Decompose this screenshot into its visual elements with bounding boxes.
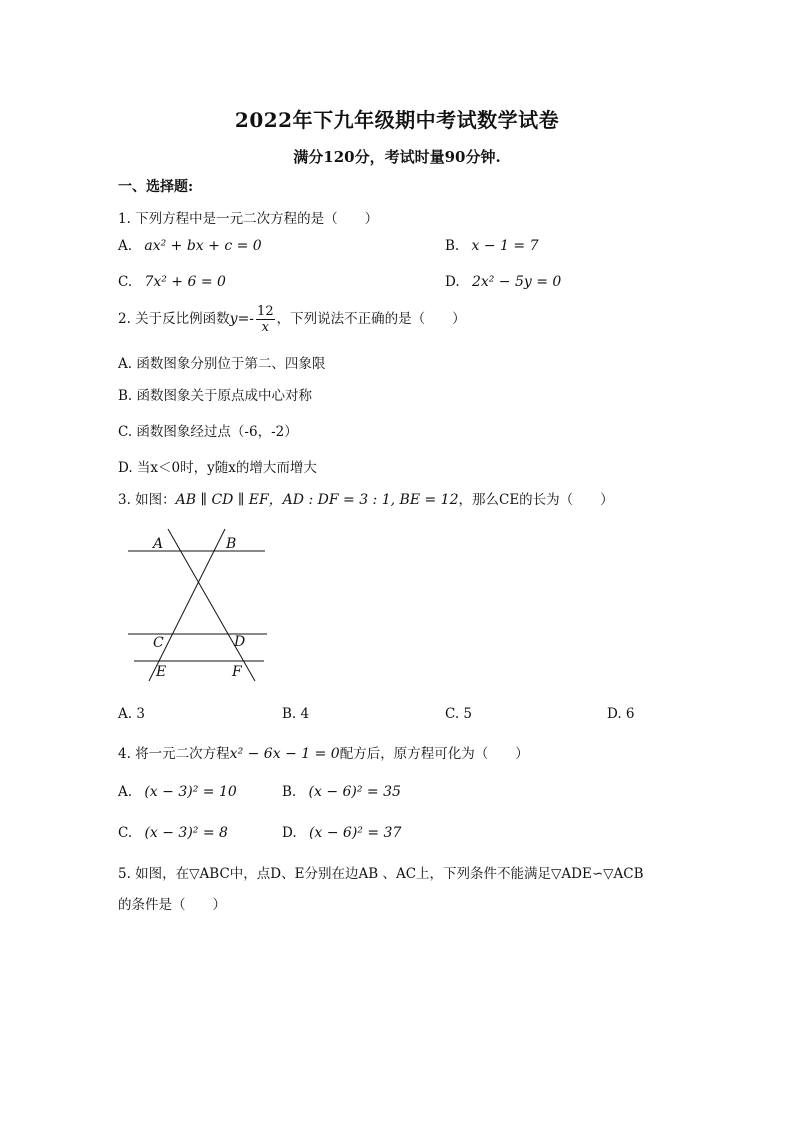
page-title: 2022年下九年级期中考试数学试卷	[234, 108, 560, 132]
label-c: C	[153, 635, 164, 651]
question-5-stem-line1: 5. 如图，在▽ABC中，点D、E分别在边AB 、AC上，下列条件不能满足▽ADE∽▽ACB	[118, 866, 644, 882]
question-1-option-b: B. x − 1 = 7	[445, 238, 539, 254]
question-4-option-a: A. (x − 3)² = 10	[118, 784, 237, 800]
question-3-option-b: B. 4	[282, 706, 310, 722]
question-2-option-a: A. 函数图象分别位于第二、四象限	[118, 356, 326, 372]
question-3-stem: 3. 如图：AB ∥ CD ∥ EF，AD : DF = 3 : 1, BE = 12，那么CE的长为（ ）	[118, 492, 614, 508]
question-4-option-b: B. (x − 6)² = 35	[282, 784, 401, 800]
question-4-option-d: D. (x − 6)² = 37	[282, 825, 402, 841]
label-b: B	[226, 536, 237, 552]
question-3-option-c: C. 5	[445, 706, 473, 722]
question-2-option-d: D. 当x＜0时，y随x的增大而增大	[118, 460, 317, 476]
question-3-option-d: D. 6	[607, 706, 635, 722]
question-3-option-a: A. 3	[118, 706, 145, 722]
question-1-stem: 1. 下列方程中是一元二次方程的是（ ）	[118, 211, 379, 227]
label-d: D	[234, 634, 246, 650]
fraction: $\frac{12}{x}$	[257, 304, 274, 335]
question-5-stem-line2: 的条件是（ ）	[118, 897, 226, 913]
question-2-option-b: B. 函数图象关于原点成中心对称	[118, 388, 313, 404]
question-2-option-c: C. 函数图象经过点（-6，-2）	[118, 424, 298, 440]
question-1-option-c: C. 7x² + 6 = 0	[118, 274, 226, 290]
transversal-ad	[168, 529, 255, 681]
label-a: A	[153, 536, 164, 552]
question-4-option-c: C. (x − 3)² = 8	[118, 825, 228, 841]
question-2-stem: 2. 关于反比例函数y=- $\frac{12}{x}$ ，下列说法不正确的是（ ）	[118, 304, 466, 335]
exam-info: 满分120分，考试时量90分钟.	[293, 148, 501, 166]
question-4-stem: 4. 将一元二次方程x² − 6x − 1 = 0配方后，原方程可化为（ ）	[118, 746, 529, 762]
label-f: F	[232, 664, 242, 680]
parallel-lines-figure	[118, 525, 278, 690]
question-1-option-d: D. 2x² − 5y = 0	[445, 274, 562, 290]
section-heading: 一、选择题:	[118, 179, 194, 195]
question-1-option-a: A. ax² + bx + c = 0	[118, 238, 262, 254]
label-e: E	[156, 664, 167, 680]
